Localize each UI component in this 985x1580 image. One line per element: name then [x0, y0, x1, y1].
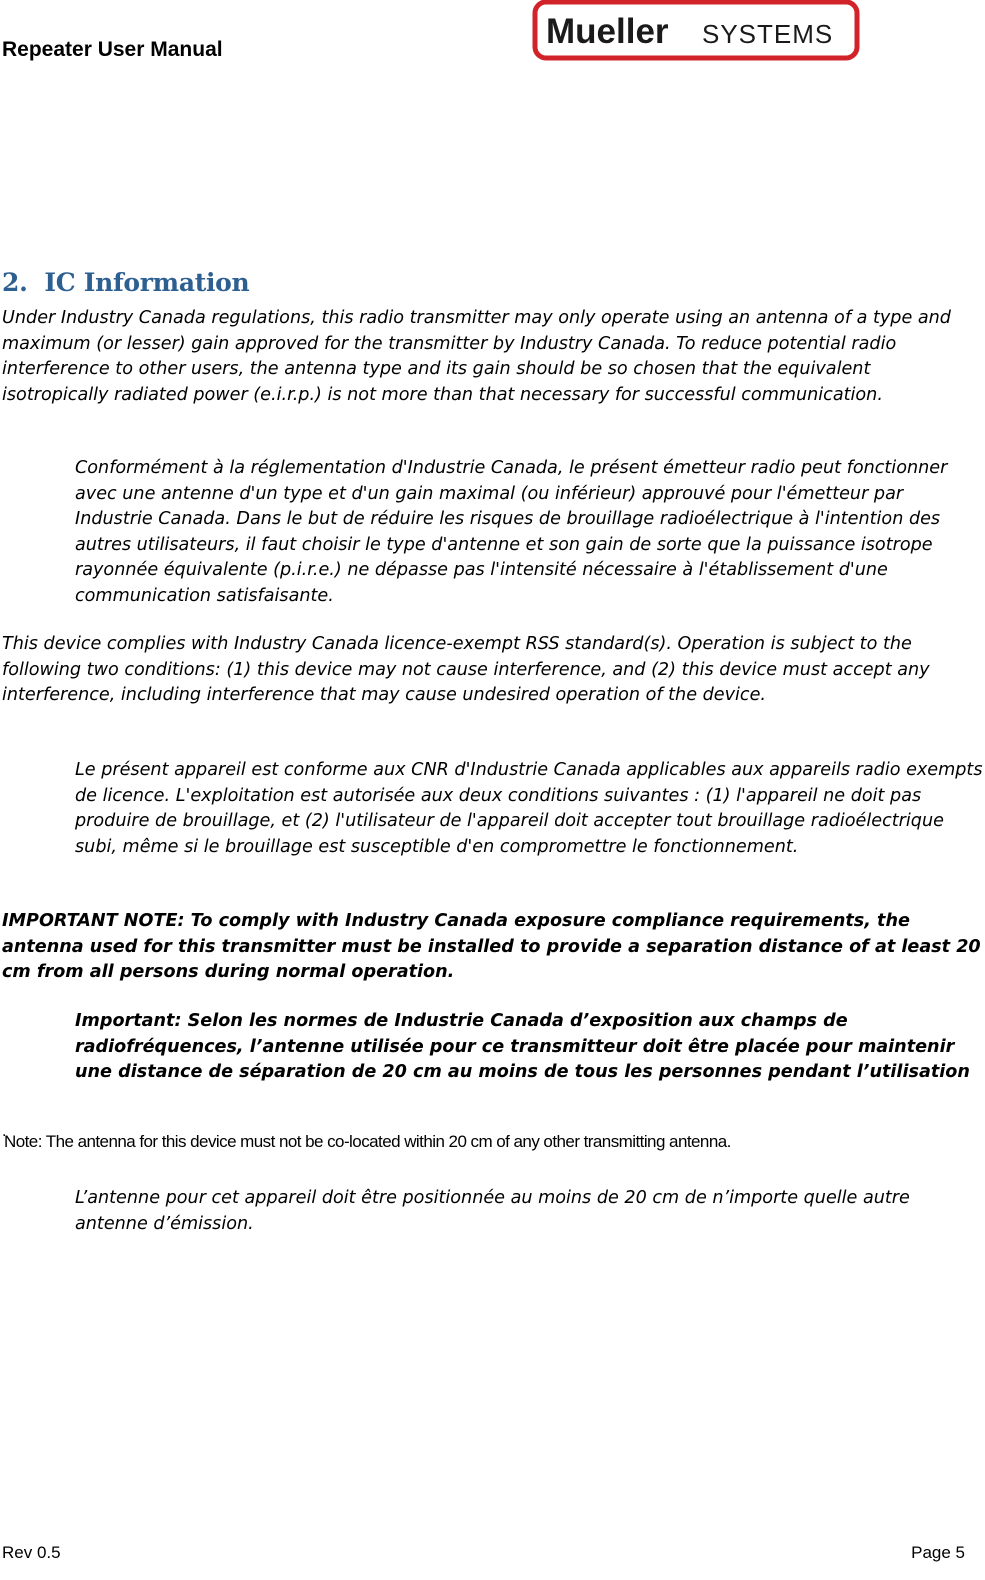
paragraph-important-note-en: IMPORTANT NOTE: To comply with Industry Canada exposure compliance requirements, the antenna used for this transmitter must be installed to provide a separation distance of at least 20 cm from all persons during normal operation. [2, 911, 981, 982]
stray-period: . [2, 1124, 7, 1140]
paragraph-rss-compliance-fr: Le présent appareil est conforme aux CNR d'Industrie Canada applicables aux appareils radio exempts de licence. L'exploitation est autorisée aux deux conditions suivantes : (1) l'appareil ne doit pas produire de brouillage, et (2) l'utilisateur de l'appareil doit accepter tout brouillage radioélectrique subi, même si le brouillage est susceptible d'en compromettre le fonctionnement. [75, 760, 983, 857]
section-title: IC Information [44, 268, 250, 297]
paragraph-important-note-fr: Important: Selon les normes de Industrie Canada d’exposition aux champs de radiofréquences, l’antenne utilisée pour ce transmitteur doit être placée pour maintenir une distance de séparation de 20 cm au moins de tous les personnes pendant l’utilisation [75, 1011, 970, 1082]
antenna-note-en: Note: The antenna for this device must not be co-located within 20 cm of any other transmitting antenna. [4, 1132, 731, 1151]
footer-revision: Rev 0.5 [2, 1543, 61, 1562]
document-title: Repeater User Manual [2, 38, 223, 61]
mueller-systems-logo [532, 0, 862, 62]
logo-mueller-text: Mueller [546, 12, 669, 51]
antenna-note-fr: L’antenne pour cet appareil doit être positionnée au moins de 20 cm de n’importe quelle autre antenne d’émission. [75, 1188, 910, 1234]
paragraph-ic-regulations-fr: Conformément à la réglementation d'Industrie Canada, le présent émetteur radio peut fonctionner avec une antenne d'un type et d'un gain maximal (ou inférieur) approuvé pour l'émetteur par Industrie Canada. Dans le but de réduire les risques de brouillage radioélectrique à l'intention des autres utilisateurs, il faut choisir le type d'antenne et son gain de sorte que la puissance isotrope rayonnée équivalente (p.i.r.e.) ne dépasse pas l'intensité nécessaire à l'établissement d'une communication satisfaisante. [75, 458, 948, 606]
section-number: 2. [2, 268, 28, 297]
footer-page-number: Page 5 [911, 1543, 965, 1562]
paragraph-ic-regulations-en: Under Industry Canada regulations, this radio transmitter may only operate using an antenna of a type and maximum (or lesser) gain approved for the transmitter by Industry Canada. To reduce potential radio interference to other users, the antenna type and its gain should be so chosen that the equivalent isotropically radiated power (e.i.r.p.) is not more than that necessary for successful communication. [2, 308, 951, 405]
section-heading [2, 268, 249, 297]
paragraph-rss-compliance-en: This device complies with Industry Canada licence-exempt RSS standard(s). Operation is subject to the following two conditions: (1) this device may not cause interference, and (2) this device must accept any interference, including interference that may cause undesired operation of the device. [2, 634, 930, 705]
logo-systems-text: SYSTEMS [702, 19, 834, 49]
